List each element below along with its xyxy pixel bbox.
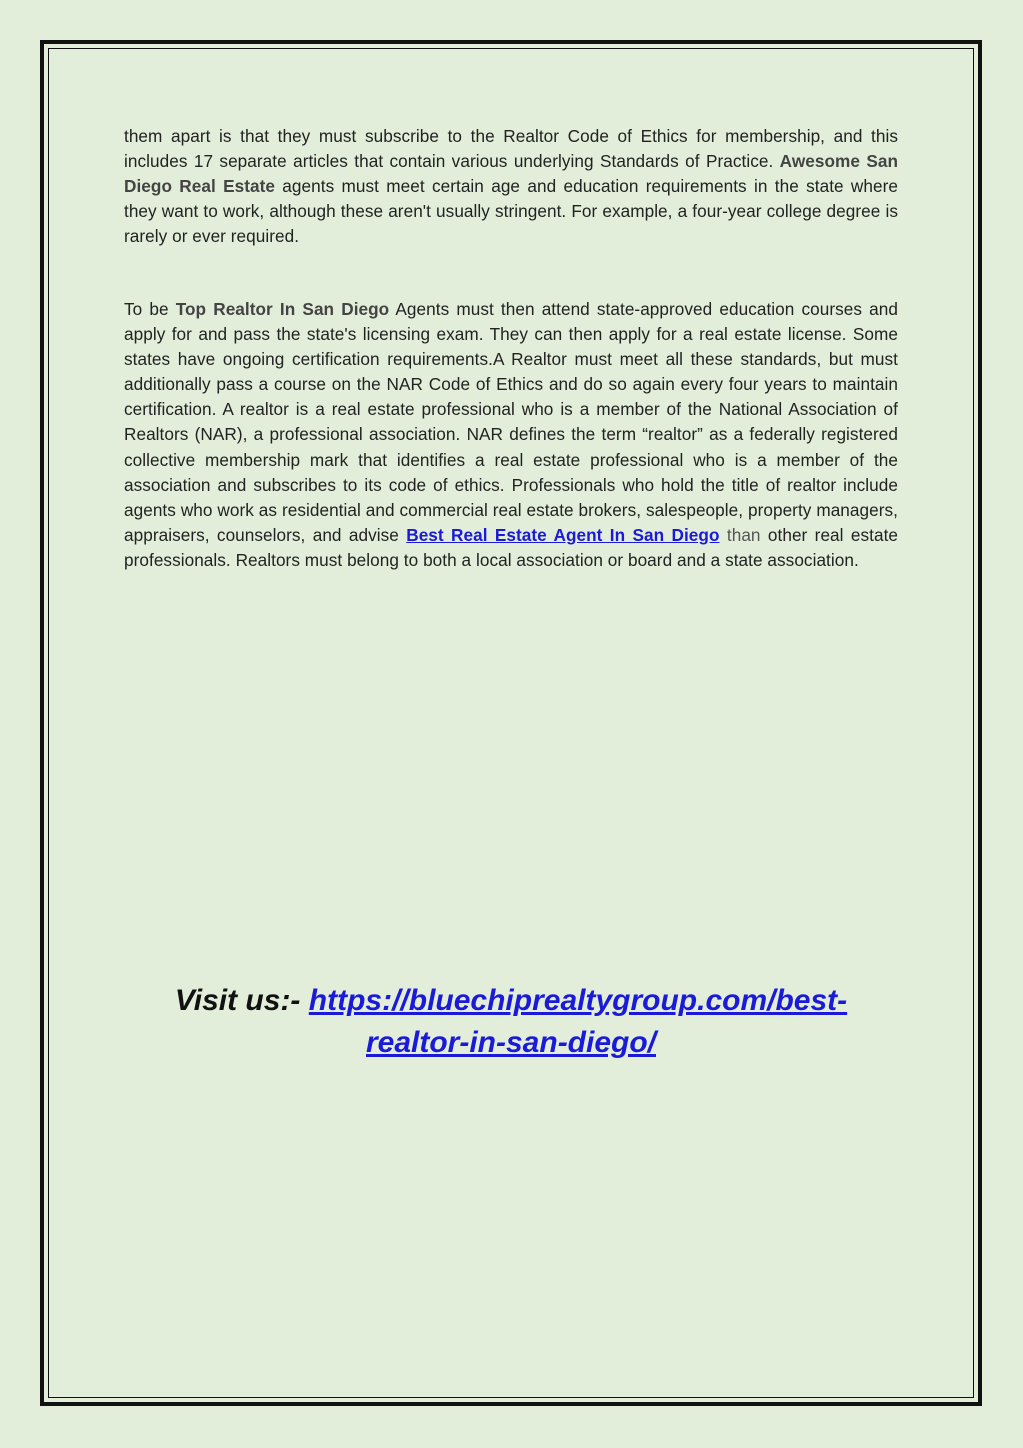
paragraph-2-text-a: To be xyxy=(124,299,176,319)
paragraph-1 xyxy=(124,124,898,249)
best-agent-link[interactable]: Best Real Estate Agent In San Diego xyxy=(406,524,720,545)
paragraph-2 xyxy=(124,297,898,573)
paragraph-2-text-b: Agents must then attend state-approved education courses and apply for and pass the state's licensing exam. They can then apply for a real estate license. Some states have ongoing certification requirements.A Realtor must meet all these standards, but must additionally pass a course on the NAR Code of Ethics and do so again every four years to maintain certification. A realtor is a real estate professional who is a member of the National Association of Realtors (NAR), a professional association. NAR defines the term “realtor” as a federally registered collective membership mark that identifies a real estate professional who is a member of the association and subscribes to its code of ethics. Professionals who hold the title of realtor include agents who work as residential and commercial real estate brokers, salespeople, property managers, appraisers, counselors, and advise xyxy=(124,299,899,545)
page-border-inner xyxy=(48,48,974,1398)
paragraph-1-text-a: them apart is that they must subscribe to the Realtor Code of Ethics for membership, and this includes 17 separate articles that contain various underlying Standards of Practice. xyxy=(124,126,898,172)
visit-us-label: Visit us:- xyxy=(174,984,309,1017)
paragraph-2-text-c: other real estate professionals. Realtors must belong to both a local association or board and a state association. xyxy=(124,524,898,570)
website-link[interactable]: https://bluechiprealtygroup.com/best-realtor-in-san-diego/ xyxy=(308,984,848,1059)
paragraph-1-bold-keyword: Awesome San Diego Real Estate xyxy=(124,151,898,197)
paragraph-2-grey-word: than xyxy=(719,524,761,545)
paragraph-2-bold-keyword: Top Realtor In San Diego xyxy=(175,299,390,319)
paragraph-1-text-b: agents must meet certain age and education requirements in the state where they want to work, although these aren't usually stringent. For example, a four-year college degree is rarely or ever required. xyxy=(124,176,898,247)
visit-us-line xyxy=(124,980,898,1064)
